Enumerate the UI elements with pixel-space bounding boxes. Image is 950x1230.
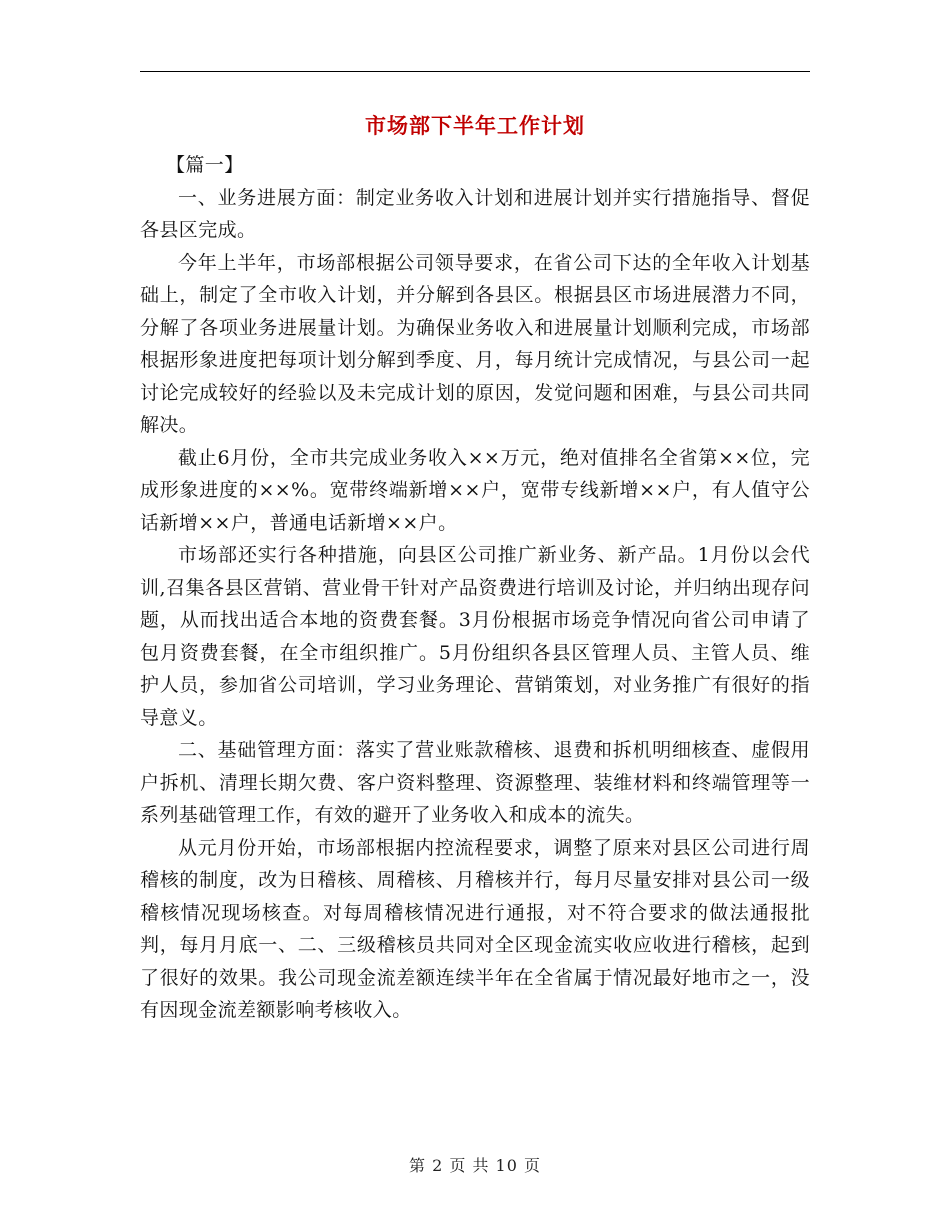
page-number: 第 2 页 共 10 页 [409, 1156, 541, 1175]
document-body [140, 149, 810, 1027]
document-title: 市场部下半年工作计划 [365, 113, 585, 138]
paragraph-basic-management: 二、基础管理方面：落实了营业账款稽核、退费和拆机明细核查、虚假用户拆机、清理长期欠费、客户资料整理、资源整理、装维材料和终端管理等一系列基础管理工作，有效的避开了业务收入和成本的流失。 [140, 739, 810, 826]
paragraph-june-results: 截止6月份，全市共完成业务收入××万元，绝对值排名全省第××位，完成形象进度的××%。宽带终端新增××户，宽带专线新增××户，有人值守公话新增××户，普通电话新增××户。 [140, 446, 810, 534]
paragraph-business-progress: 一、业务进展方面：制定业务收入计划和进展计划并实行措施指导、督促各县区完成。 [140, 186, 810, 241]
paragraph-audit-process: 从元月份开始，市场部根据内控流程要求，调整了原来对县区公司进行周稽核的制度，改为日稽核、周稽核、月稽核并行，每月尽量安排对县公司一级稽核情况现场核查。对每周稽核情况进行通报，对不符合要求的做法通报批判，每月月底一、二、三级稽核员共同对全区现金流实收应收进行稽核，起到了很好的效果。我公司现金流差额连续半年在全省属于情况最好地市之一，没有因现金流差额影响考核收入。 [140, 836, 810, 1021]
section-tag: 【篇一】 [166, 154, 244, 176]
paragraph-first-half-plan: 今年上半年，市场部根据公司领导要求，在省公司下达的全年收入计划基础上，制定了全市收入计划，并分解到各县区。根据县区市场进展潜力不同，分解了各项业务进展量计划。为确保业务收入和进展量计划顺利完成，市场部根据形象进度把每项计划分解到季度、月，每月统计完成情况，与县公司一起讨论完成较好的经验以及未完成计划的原因，发觉问题和困难，与县公司共同解决。 [140, 251, 810, 436]
paragraph-promotion-measures: 市场部还实行各种措施，向县区公司推广新业务、新产品。1月份以会代训,召集各县区营销、营业骨干针对产品资费进行培训及讨论，并归纳出现存问题，从而找出适合本地的资费套餐。3月份根据市场竞争情况向省公司申请了包月资费套餐，在全市组织推广。5月份组织各县区管理人员、主管人员、维护人员，参加省公司培训，学习业务理论、营销策划，对业务推广有很好的指导意义。 [140, 544, 810, 729]
header-rule [140, 71, 810, 72]
